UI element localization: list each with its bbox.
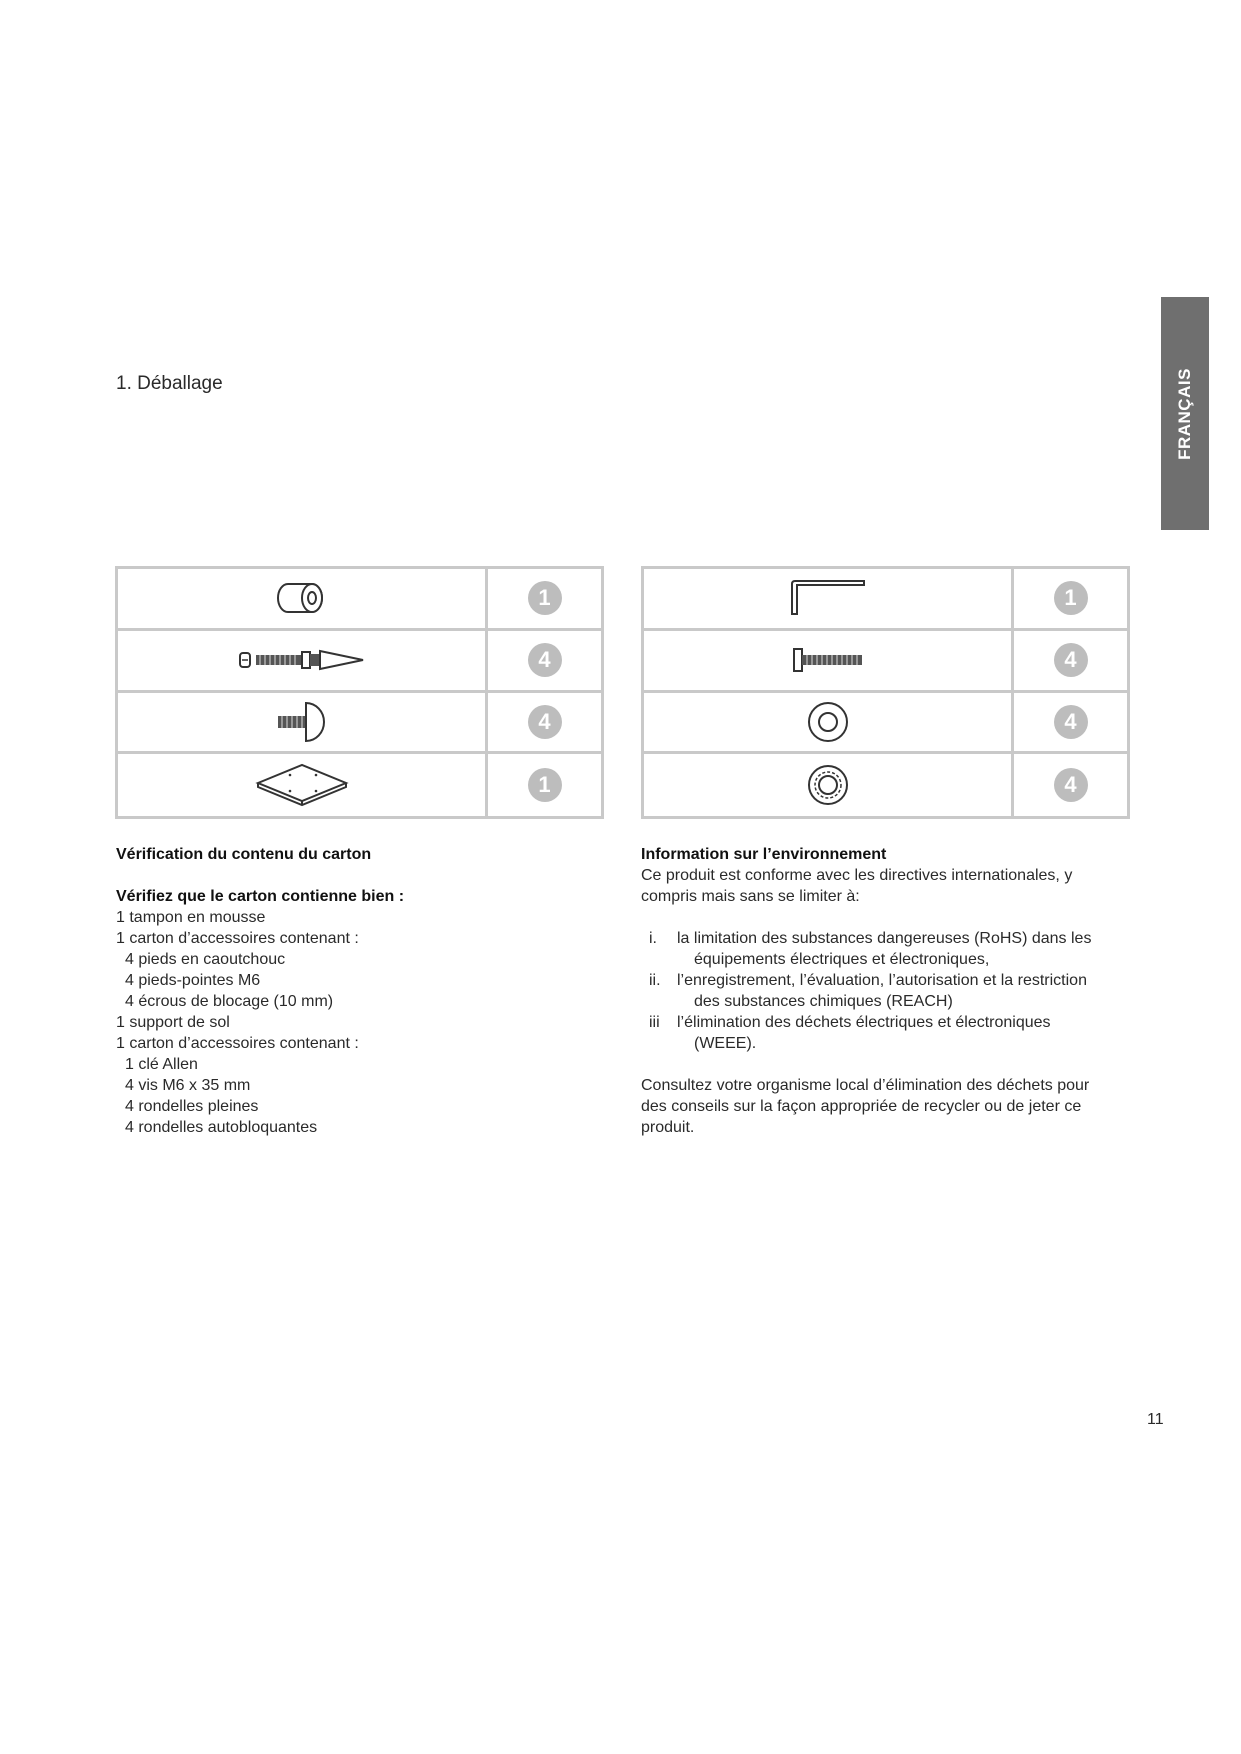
part-image-cell bbox=[644, 631, 1014, 690]
environment-heading: Information sur l’environnement bbox=[641, 846, 887, 863]
directive-text-cont: équipements électriques et électroniques, bbox=[694, 951, 990, 968]
quantity-badge: 4 bbox=[528, 705, 562, 739]
quantity-badge: 1 bbox=[528, 581, 562, 615]
contents-line: 1 carton d’accessoires contenant : bbox=[116, 930, 359, 947]
part-qty-cell bbox=[1014, 631, 1127, 690]
directive-text-cont: (WEEE). bbox=[694, 1035, 757, 1052]
lock-washer-icon bbox=[806, 763, 850, 807]
part-image-cell bbox=[118, 754, 488, 816]
parts-row bbox=[644, 569, 1127, 631]
part-qty-cell bbox=[1014, 693, 1127, 752]
carton-check-heading: Vérification du contenu du carton bbox=[116, 846, 372, 863]
part-image-cell bbox=[644, 569, 1014, 628]
environment-outro-line: Consultez votre organisme local d’élimination des déchets pour bbox=[641, 1077, 1090, 1094]
parts-row bbox=[118, 569, 601, 631]
parts-row bbox=[118, 693, 601, 755]
contents-subline: 4 écrous de blocage (10 mm) bbox=[125, 993, 334, 1010]
contents-line: 1 support de sol bbox=[116, 1014, 230, 1031]
directive-item bbox=[641, 1012, 1111, 1054]
environment-section bbox=[641, 844, 1111, 1138]
parts-row bbox=[118, 631, 601, 693]
quantity-badge: 1 bbox=[528, 768, 562, 802]
carton-check-subheading: Vérifiez que le carton contienne bien : bbox=[116, 888, 405, 905]
quantity-badge: 4 bbox=[528, 643, 562, 677]
foam-pad-icon bbox=[272, 578, 332, 618]
part-image-cell bbox=[118, 631, 488, 690]
quantity-badge: 4 bbox=[1054, 768, 1088, 802]
part-qty-cell bbox=[1014, 754, 1127, 816]
parts-row bbox=[644, 754, 1127, 816]
spike-foot-icon bbox=[237, 645, 367, 675]
part-image-cell bbox=[118, 693, 488, 752]
contents-line: 1 tampon en mousse bbox=[116, 909, 266, 926]
directive-number: i. bbox=[649, 930, 657, 947]
directive-item bbox=[641, 970, 1111, 1012]
directive-text: la limitation des substances dangereuses (RoHS) dans les bbox=[677, 930, 1092, 947]
contents-subline: 4 rondelles pleines bbox=[125, 1098, 259, 1115]
environment-outro-line: des conseils sur la façon appropriée de recycler ou de jeter ce bbox=[641, 1098, 1082, 1115]
part-image-cell bbox=[118, 569, 488, 628]
directive-text-cont: des substances chimiques (REACH) bbox=[694, 993, 953, 1010]
part-qty-cell bbox=[488, 631, 601, 690]
part-image-cell bbox=[644, 693, 1014, 752]
part-qty-cell bbox=[488, 754, 601, 816]
language-tab bbox=[1161, 297, 1209, 530]
parts-row bbox=[644, 693, 1127, 755]
part-qty-cell bbox=[488, 693, 601, 752]
page-number: 11 bbox=[1147, 1411, 1164, 1428]
allen-key-icon bbox=[788, 578, 868, 618]
directive-text: l’élimination des déchets électriques et électroniques bbox=[677, 1014, 1051, 1031]
parts-row bbox=[118, 754, 601, 816]
screw-icon bbox=[791, 646, 865, 674]
part-qty-cell bbox=[488, 569, 601, 628]
directive-number: iii bbox=[649, 1014, 660, 1031]
parts-row bbox=[644, 631, 1127, 693]
contents-subline: 4 rondelles autobloquantes bbox=[125, 1119, 318, 1136]
part-qty-cell bbox=[1014, 569, 1127, 628]
flat-washer-icon bbox=[806, 700, 850, 744]
quantity-badge: 4 bbox=[1054, 643, 1088, 677]
environment-intro-line: Ce produit est conforme avec les directives internationales, y bbox=[641, 867, 1073, 884]
directive-number: ii. bbox=[649, 972, 661, 989]
contents-line: 1 carton d’accessoires contenant : bbox=[116, 1035, 359, 1052]
quantity-badge: 4 bbox=[1054, 705, 1088, 739]
environment-intro-line: compris mais sans se limiter à: bbox=[641, 888, 860, 905]
parts-table-left bbox=[115, 566, 604, 819]
section-title: 1. Déballage bbox=[116, 373, 223, 394]
contents-subline: 4 pieds-pointes M6 bbox=[125, 972, 261, 989]
directive-text: l’enregistrement, l’évaluation, l’autorisation et la restriction bbox=[677, 972, 1087, 989]
part-image-cell bbox=[644, 754, 1014, 816]
contents-subline: 4 vis M6 x 35 mm bbox=[125, 1077, 251, 1094]
directive-item bbox=[641, 928, 1111, 970]
language-tab-label: FRANÇAIS bbox=[1175, 367, 1194, 460]
contents-subline: 4 pieds en caoutchouc bbox=[125, 951, 286, 968]
contents-subline: 1 clé Allen bbox=[125, 1056, 198, 1073]
floor-support-icon bbox=[254, 761, 350, 809]
rubber-foot-icon bbox=[272, 700, 332, 744]
carton-contents-section bbox=[116, 844, 586, 1138]
quantity-badge: 1 bbox=[1054, 581, 1088, 615]
parts-table-right bbox=[641, 566, 1130, 819]
environment-outro-line: produit. bbox=[641, 1119, 695, 1136]
